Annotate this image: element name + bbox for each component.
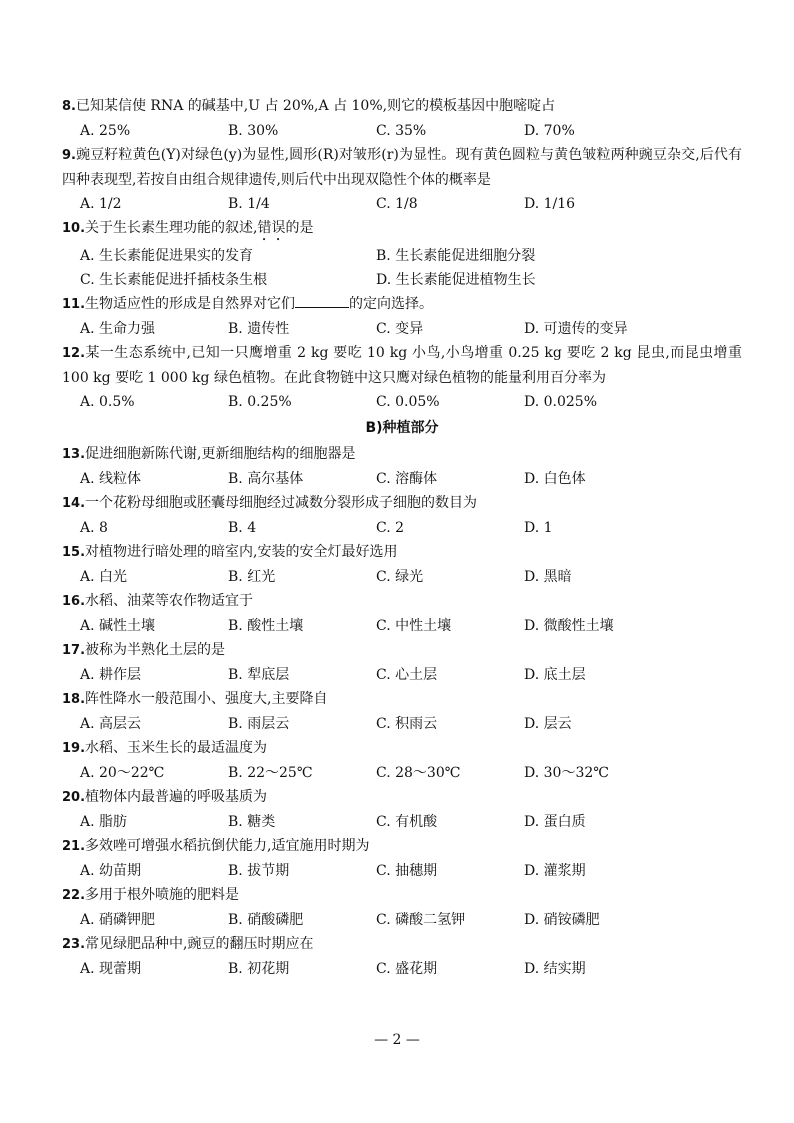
question-stem: 某一生态系统中,已知一只鹰增重 2 kg 要吃 10 kg 小鸟,小鸟增重 0.25 kg 要吃 2 kg 昆虫,而昆虫增重 100 kg 要吃 1 000 kg 绿色植物。在此食物链中这只鹰对绿色植物的能量利用百分率为 — [62, 345, 742, 386]
option-c: C. 积雨云 — [376, 716, 438, 732]
option-a: A. 1/2 — [80, 196, 122, 212]
question-number: 13. — [62, 447, 86, 462]
question-16 — [62, 589, 742, 638]
option-b: B. 红光 — [228, 569, 276, 585]
question-stem: 多用于根外喷施的肥料是 — [85, 887, 240, 903]
option-a: A. 幼苗期 — [80, 863, 142, 879]
question-12 — [62, 341, 742, 414]
question-stem: 水稻、油菜等农作物适宜于 — [85, 593, 254, 609]
option-c: C. 1/8 — [376, 196, 418, 212]
option-c: C. 有机酸 — [376, 814, 438, 830]
option-a: A. 8 — [80, 520, 108, 536]
option-b: B. 初花期 — [228, 961, 290, 977]
option-c: C. 生长素能促进扦插枝条生根 — [80, 272, 268, 288]
question-stem: 水稻、玉米生长的最适温度为 — [85, 740, 268, 756]
option-a: A. 碱性土壤 — [80, 618, 156, 634]
question-22 — [62, 883, 742, 932]
question-9 — [62, 143, 742, 216]
option-a: A. 生长素能促进果实的发育 — [80, 248, 254, 264]
option-a: A. 现蕾期 — [80, 961, 142, 977]
option-c: C. 盛花期 — [376, 961, 438, 977]
question-19 — [62, 736, 742, 785]
question-number: 12. — [62, 346, 86, 361]
option-c: C. 抽穗期 — [376, 863, 438, 879]
emphasized-word: 错误 — [257, 220, 286, 236]
question-number: 15. — [62, 545, 86, 560]
option-a: A. 硝磷钾肥 — [80, 912, 156, 928]
option-c: C. 35% — [376, 123, 427, 139]
option-c: C. 变异 — [376, 321, 424, 337]
question-number: 21. — [62, 839, 86, 854]
question-stem: 豌豆籽粒黄色(Y)对绿色(y)为显性,圆形(R)对皱形(r)为显性。现有黄色圆粒与黄色皱粒两种豌豆杂交,后代有四种表现型,若按自由组合规律遗传,则后代中出现双隐性个体的概率是 — [62, 147, 742, 188]
option-a: A. 25% — [80, 123, 131, 139]
question-number: 9. — [62, 148, 76, 163]
option-b: B. 1/4 — [228, 196, 270, 212]
option-b: B. 0.25% — [228, 394, 292, 410]
option-c: C. 中性土壤 — [376, 618, 452, 634]
option-b: B. 22～25℃ — [228, 765, 313, 781]
option-b: B. 30% — [228, 123, 279, 139]
question-stem: 对植物进行暗处理的暗室内,安装的安全灯最好选用 — [85, 544, 398, 560]
question-number: 17. — [62, 643, 86, 658]
option-d: D. 层云 — [524, 716, 572, 732]
question-15 — [62, 540, 742, 589]
question-8 — [62, 94, 742, 143]
question-number: 22. — [62, 888, 86, 903]
question-number: 20. — [62, 790, 86, 805]
question-14 — [62, 491, 742, 540]
question-number: 19. — [62, 741, 86, 756]
option-a: A. 耕作层 — [80, 667, 142, 683]
option-a: A. 20～22℃ — [80, 765, 165, 781]
option-b: B. 犁底层 — [228, 667, 290, 683]
question-stem: 阵性降水一般范围小、强度大,主要降自 — [85, 691, 328, 707]
option-c: C. 心土层 — [376, 667, 438, 683]
question-number: 8. — [62, 99, 76, 114]
question-stem-pre: 关于生长素生理功能的叙述, — [85, 220, 258, 236]
question-20 — [62, 785, 742, 834]
question-stem-post: 的是 — [285, 220, 314, 236]
option-d: D. 可遗传的变异 — [524, 321, 628, 337]
question-17 — [62, 638, 742, 687]
question-stem-pre: 生物适应性的形成是自然界对它们 — [85, 296, 296, 312]
option-a: A. 线粒体 — [80, 471, 142, 487]
question-number: 10. — [62, 221, 86, 236]
option-d: D. 白色体 — [524, 471, 586, 487]
option-d: D. 1 — [524, 520, 553, 536]
option-a: A. 白光 — [80, 569, 128, 585]
option-d: D. 0.025% — [524, 394, 598, 410]
option-b: B. 4 — [228, 520, 257, 536]
question-number: 14. — [62, 496, 86, 511]
question-10 — [62, 216, 742, 292]
question-stem: 被称为半熟化土层的是 — [85, 642, 226, 658]
answer-blank — [295, 293, 349, 308]
option-b: B. 酸性土壤 — [228, 618, 304, 634]
option-d: D. 生长素能促进植物生长 — [376, 272, 536, 288]
option-c: C. 28～30℃ — [376, 765, 461, 781]
option-d: D. 30～32℃ — [524, 765, 609, 781]
option-d: D. 灌浆期 — [524, 863, 586, 879]
option-c: C. 溶酶体 — [376, 471, 438, 487]
question-number: 23. — [62, 937, 86, 952]
option-b: B. 遗传性 — [228, 321, 290, 337]
question-stem: 促进细胞新陈代谢,更新细胞结构的细胞器是 — [85, 446, 356, 462]
option-b: B. 硝酸磷肥 — [228, 912, 304, 928]
question-stem: 多效唑可增强水稻抗倒伏能力,适宜施用时期为 — [85, 838, 370, 854]
option-b: B. 雨层云 — [228, 716, 290, 732]
question-stem: 常见绿肥品种中,豌豆的翻压时期应在 — [85, 936, 314, 952]
option-c: C. 磷酸二氢钾 — [376, 912, 466, 928]
option-c: C. 2 — [376, 520, 405, 536]
page-number: — 2 — — [374, 1032, 420, 1048]
option-b: B. 生长素能促进细胞分裂 — [376, 248, 536, 264]
option-c: C. 绿光 — [376, 569, 424, 585]
option-b: B. 拔节期 — [228, 863, 290, 879]
question-13 — [62, 442, 742, 491]
option-b: B. 糖类 — [228, 814, 276, 830]
option-d: D. 70% — [524, 123, 575, 139]
exam-page — [62, 94, 742, 981]
question-stem: 已知某信使 RNA 的碱基中,U 占 20%,A 占 10%,则它的模板基因中胞嘧啶占 — [75, 98, 556, 114]
option-b: B. 高尔基体 — [228, 471, 304, 487]
option-d: D. 1/16 — [524, 196, 576, 212]
question-number: 18. — [62, 692, 86, 707]
option-d: D. 硝铵磷肥 — [524, 912, 600, 928]
option-d: D. 微酸性土壤 — [524, 618, 614, 634]
option-a: A. 0.5% — [80, 394, 135, 410]
option-d: D. 底土层 — [524, 667, 586, 683]
question-stem-post: 的定向选择。 — [349, 296, 434, 312]
question-stem: 植物体内最普遍的呼吸基质为 — [85, 789, 268, 805]
option-a: A. 生命力强 — [80, 321, 156, 337]
question-number: 11. — [62, 297, 86, 312]
question-21 — [62, 834, 742, 883]
question-stem: 一个花粉母细胞或胚囊母细胞经过减数分裂形成子细胞的数目为 — [85, 495, 478, 511]
option-d: D. 蛋白质 — [524, 814, 586, 830]
question-number: 16. — [62, 594, 86, 609]
option-a: A. 脂肪 — [80, 814, 128, 830]
question-18 — [62, 687, 742, 736]
question-11 — [62, 292, 742, 341]
option-d: D. 黑暗 — [524, 569, 572, 585]
option-d: D. 结实期 — [524, 961, 586, 977]
option-a: A. 高层云 — [80, 716, 142, 732]
section-heading: B)种植部分 — [365, 420, 439, 436]
question-23 — [62, 932, 742, 981]
option-c: C. 0.05% — [376, 394, 440, 410]
